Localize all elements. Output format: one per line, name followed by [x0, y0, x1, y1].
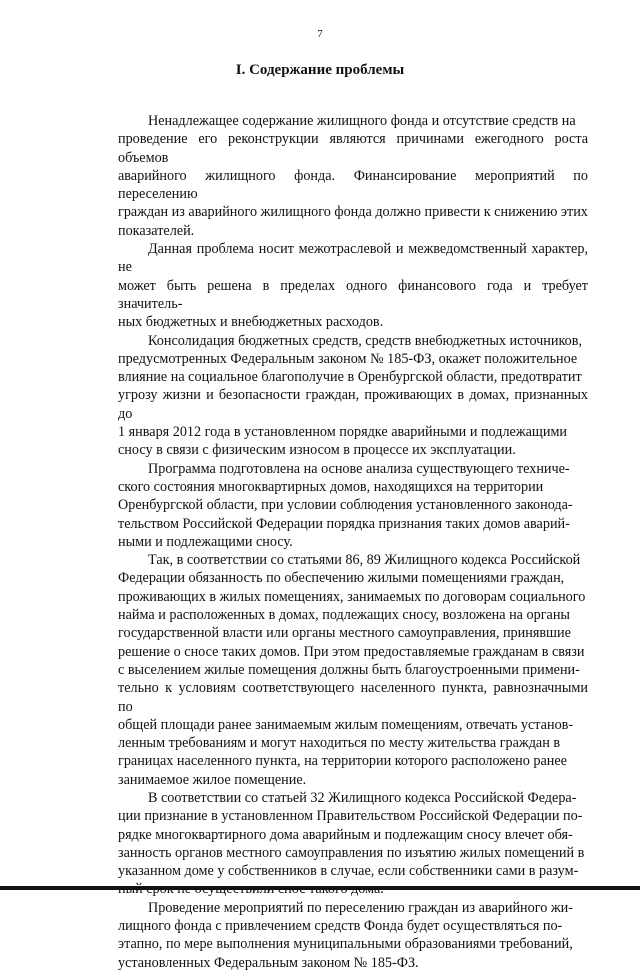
bottom-rule: [0, 886, 640, 890]
paragraph-7: Проведение мероприятий по переселению граждан из аварийного жи- лищного фонда с привлечением средств Фонда будет осуществляться по- этапно, по мере выполнения муниципальными образованиями требований, установленных Федеральным законом № 185-ФЗ.: [118, 899, 573, 971]
paragraph-6: В соответствии со статьей 32 Жилищного кодекса Российской Федера- ции признание в установленном Правительством Российской Федерации по- рядке многоквартирного дома аварийным и подлежащим сносу влечет обя- занность органов местного самоуправления по изъятию жилых помещений в указанном доме у собственников в случае, если собственники сами в разум-: [118, 789, 585, 880]
body-text: [118, 112, 588, 972]
paragraph-5: Так, в соответствии со статьями 86, 89 Жилищного кодекса Российской Федерации обязанность по обеспечению жилыми помещениями граждан, проживающих в жилых помещениях, занимаемых по договорам социального найма и расположенных в домах, подлежащих сносу, возложена на органы государственной власти или органы местного самоуправления, принявшие решение о сносе таких домов. При этом предоставляемые гражданам в связи с выселением жилые помещения должны быть благоустроенными примени- тельно к условиям соответствующего населенного пункта, равнозначными по общей площади ранее занимаемым жилым помещениям, отвечать установ- ленным требованиям и могут находиться по месту жительства граждан в границах населенного пункта, на территории которого расположено ранее занимаемое жилое помещение.: [118, 552, 588, 788]
paragraph-2: Данная проблема носит межотраслевой и межведомственный характер, не может быть решена в пределах одного финансового года и требует значитель- ных бюджетных и внебюджетных расходов.: [118, 241, 588, 331]
page-number: 7: [317, 28, 323, 40]
paragraph-4: Программа подготовлена на основе анализа существующего техниче- ского состояния многоквартирных домов, находящихся на территории Оренбургской области, при условии соблюдения установленного законода- тельством Российской Федерации порядка признания таких домов аварий- ными и подлежащими сносу.: [118, 460, 573, 550]
section-heading: I. Содержание проблемы: [235, 62, 405, 78]
paragraph-1: Ненадлежащее содержание жилищного фонда и отсутствие средств на проведение его реконструкции являются причинами ежегодного роста объемов аварийного жилищного фонда. Финансирование мероприятий по переселению граждан из аварийного жилищного фонда должно привести к снижению этих показателей.: [118, 113, 588, 239]
paragraph-3: Консолидация бюджетных средств, средств внебюджетных источников, предусмотренных Федеральным законом № 185-ФЗ, окажет положительное влияние на социальное благополучие в Оренбургской области, предотвратит угрозу жизни и безопасности граждан, проживающих в домах, признанных до 1 января 2012 года в установленном порядке аварийными и подлежащими сносу в связи с физическим износом в процессе их эксплуатации.: [118, 332, 588, 459]
